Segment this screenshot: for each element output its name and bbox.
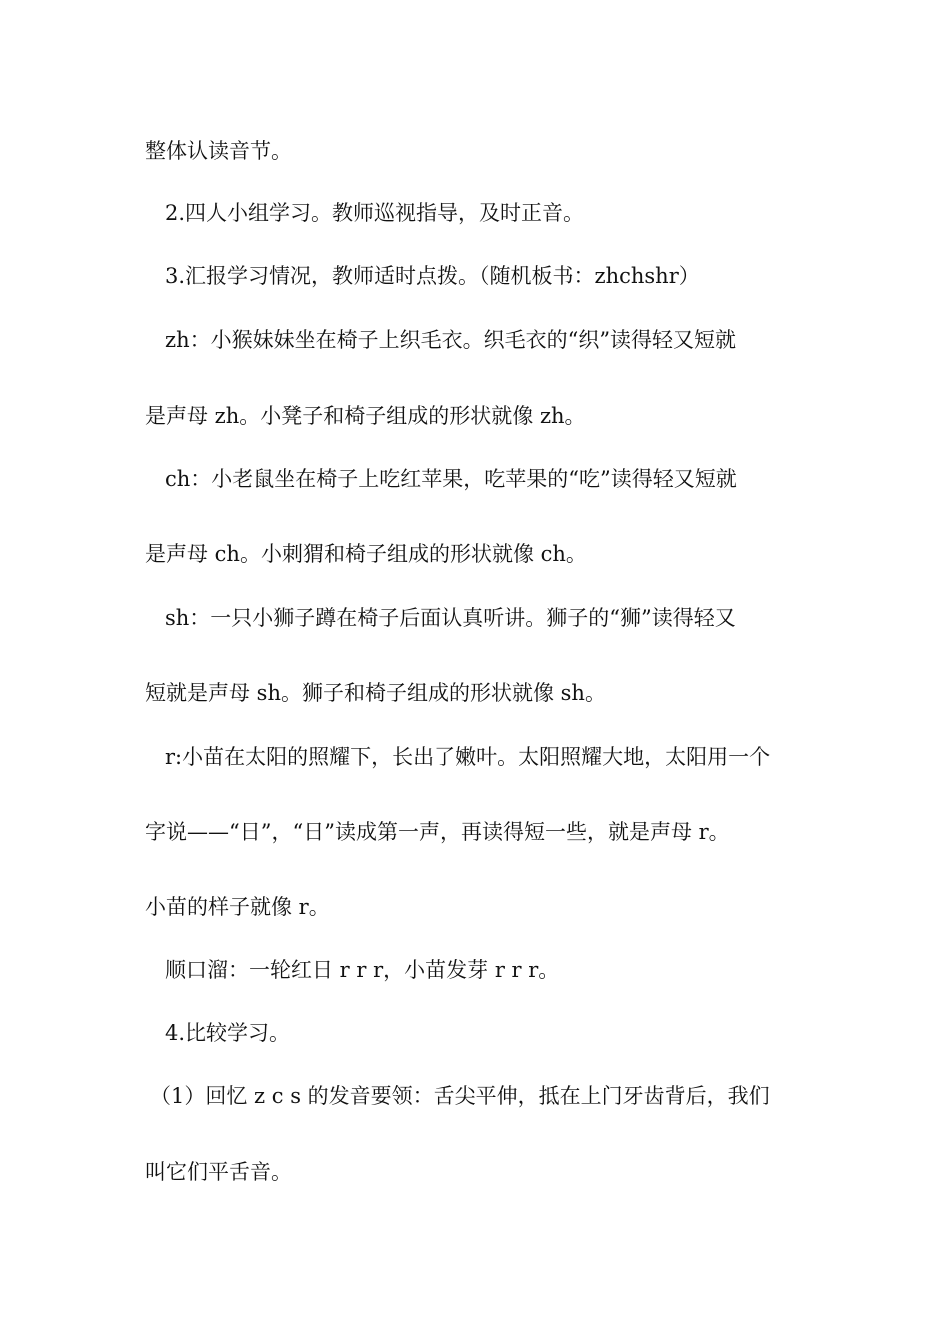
paragraph-line: 2.四人小组学习。教师巡视指导，及时正音。 bbox=[165, 201, 585, 225]
paragraph-line: （1）回忆 z c s 的发音要领：舌尖平伸，抵在上门牙齿背后，我们 bbox=[150, 1084, 770, 1108]
paragraph-line: 是声母 ch。小刺猬和椅子组成的形状就像 ch。 bbox=[145, 542, 587, 566]
paragraph-line: 3.汇报学习情况，教师适时点拨。（随机板书：zhchshr） bbox=[165, 264, 700, 288]
paragraph-line: 叫它们平舌音。 bbox=[145, 1160, 292, 1184]
paragraph-line: 小苗的样子就像 r。 bbox=[145, 895, 330, 919]
paragraph-line: 字说——“日”，“日”读成第一声，再读得短一些，就是声母 r。 bbox=[145, 820, 730, 844]
paragraph-line: 顺口溜：一轮红日 r r r，小苗发芽 r r r。 bbox=[165, 958, 560, 982]
paragraph-line: ch：小老鼠坐在椅子上吃红苹果，吃苹果的“吃”读得轻又短就 bbox=[165, 467, 737, 491]
paragraph-line: 短就是声母 sh。狮子和椅子组成的形状就像 sh。 bbox=[145, 681, 606, 705]
paragraph-line: 是声母 zh。小凳子和椅子组成的形状就像 zh。 bbox=[145, 404, 586, 428]
paragraph-line: 4.比较学习。 bbox=[165, 1021, 291, 1045]
paragraph-line: zh：小猴妹妹坐在椅子上织毛衣。织毛衣的“织”读得轻又短就 bbox=[165, 328, 737, 352]
paragraph-line: sh：一只小狮子蹲在椅子后面认真听讲。狮子的“狮”读得轻又 bbox=[165, 606, 736, 630]
paragraph-line: r:小苗在太阳的照耀下，长出了嫩叶。太阳照耀大地，太阳用一个 bbox=[165, 745, 771, 769]
paragraph-line: 整体认读音节。 bbox=[145, 139, 292, 163]
